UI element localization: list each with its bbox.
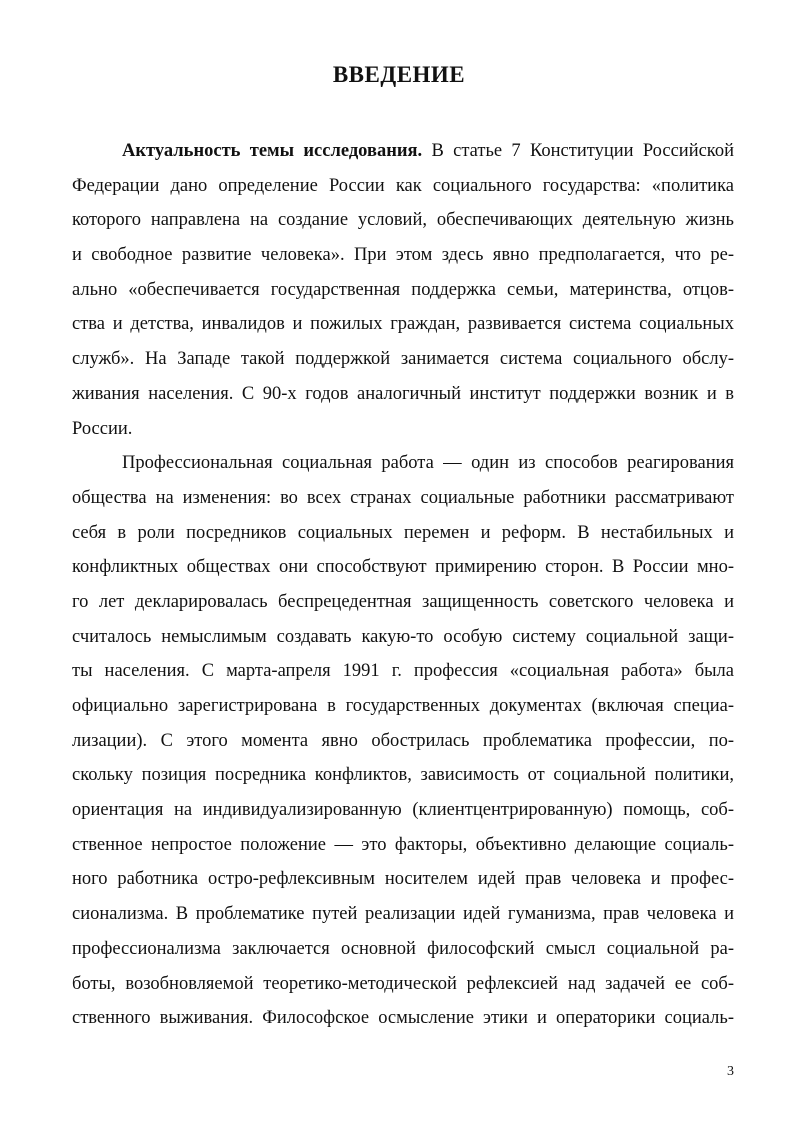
paragraph-2-line-2: общества на изменения: во всех странах социальные работники рассматривают: [72, 487, 734, 508]
paragraph-2-line-5: го лет декларировалась беспрецедентная защищенность советского человека и: [72, 591, 734, 612]
paragraph-1-lead: Актуальность темы исследования.: [122, 141, 423, 161]
paragraph-1-line-1: [72, 134, 734, 169]
paragraph-1-line-4: и свободное развитие человека». При этом здесь явно предполагается, что ре-: [72, 245, 734, 266]
paragraph-1-line-5: ально «обеспечивается государственная поддержка семьи, материнства, отцов-: [72, 279, 734, 300]
paragraph-2-line-17: ственного выживания. Философское осмысление этики и операторики социаль-: [72, 1008, 734, 1029]
body-text: [72, 134, 734, 1036]
paragraph-1-line-2: Федерации дано определение России как социального государства: «политика: [72, 175, 734, 196]
paragraph-1-line-9: России.: [72, 418, 133, 439]
paragraph-2-line-8: официально зарегистрирована в государственных документах (включая специа-: [72, 696, 734, 716]
paragraph-2-line-1: Профессиональная социальная работа — один из способов реагирования: [122, 453, 734, 474]
paragraph-2-line-6: считалось немыслимым создавать какую-то особую систему социальной защи-: [72, 626, 734, 647]
paragraph-2-line-16: боты, возобновляемой теоретико-методической рефлексией над задачей ее соб-: [72, 973, 734, 994]
paragraph-2-line-14: сионализма. В проблематике путей реализации идей гуманизма, прав человека и: [72, 904, 734, 925]
paragraph-1-line-3: которого направлена на создание условий, обеспечивающих деятельную жизнь: [72, 210, 734, 231]
paragraph-2-line-10: скольку позиция посредника конфликтов, зависимость от социальной политики,: [72, 765, 734, 786]
paragraph-2-line-15: профессионализма заключается основной философский смысл социальной ра-: [72, 938, 734, 959]
paragraph-2-line-4: конфликтных обществах они способствуют примирению сторон. В России мно-: [72, 557, 734, 578]
paragraph-2-line-9: лизации). С этого момента явно обострилась проблематика профессии, по-: [72, 730, 734, 751]
paragraph-1-line-6: ства и детства, инвалидов и пожилых граждан, развивается система социальных: [72, 314, 734, 335]
paragraph-1-line-7: служб». На Западе такой поддержкой занимается система социального обслу-: [72, 349, 734, 370]
paragraph-2-line-13: ного работника остро-рефлексивным носителем идей прав человека и профес-: [72, 869, 734, 890]
paragraph-2-line-3: себя в роли посредников социальных перемен и реформ. В нестабильных и: [72, 522, 734, 543]
page-number: 3: [727, 1064, 734, 1079]
paragraph-1-line-1-text: В статье 7 Конституции Российской: [422, 141, 734, 161]
paragraph-2-line-11: ориентация на индивидуализированную (клиентцентрированную) помощь, соб-: [72, 800, 734, 821]
paragraph-1-line-8: живания населения. С 90-х годов аналогичный институт поддержки возник и в: [72, 383, 734, 404]
paragraph-2-line-12: ственное непростое положение — это факторы, объективно делающие социаль-: [72, 834, 734, 855]
page-title: ВВЕДЕНИЕ: [332, 62, 466, 87]
paragraph-2-line-7: ты населения. С марта-апреля 1991 г. профессия «социальная работа» была: [72, 661, 734, 682]
